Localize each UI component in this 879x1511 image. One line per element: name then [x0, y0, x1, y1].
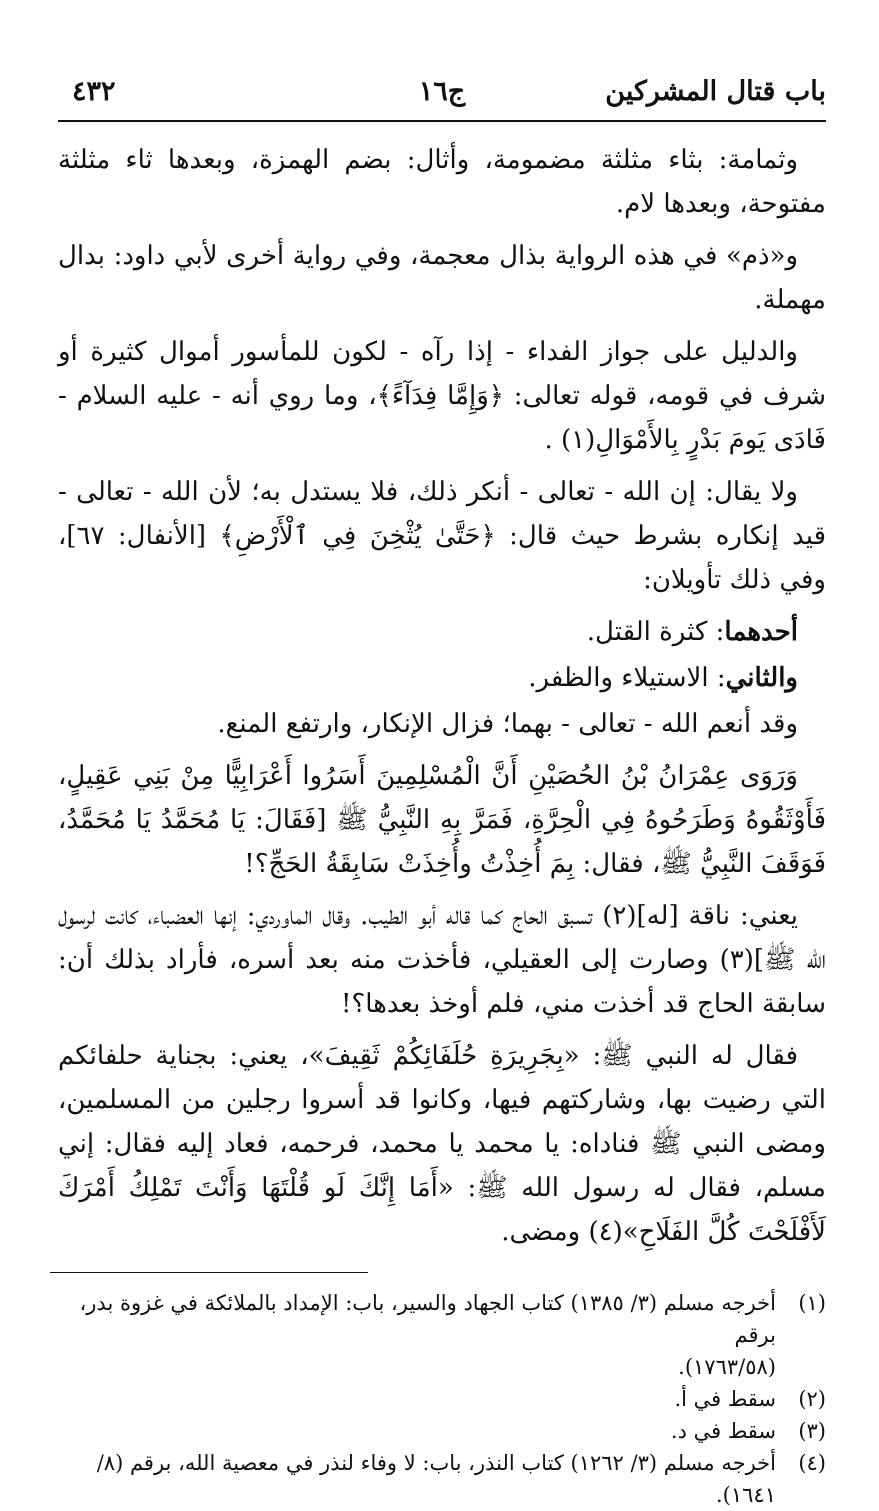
footnote-separator [50, 1272, 368, 1273]
footnote [58, 1415, 826, 1447]
volume-label: ج١٦ [418, 76, 466, 107]
footnote-number: (٣) [798, 1419, 826, 1443]
header-divider [58, 120, 826, 122]
chapter-title: باب قتال المشركين [605, 76, 826, 107]
footnote-text: أخرجه مسلم (٣/ ١٣٨٥) كتاب الجهاد والسير، باب: الإمداد بالملائكة في غزوة بدر، برقم [79, 1291, 776, 1347]
paragraph: و«ذم» في هذه الرواية بذال معجمة، وفي رواية أخرى لأبي داود: بدال مهملة. [58, 241, 826, 315]
paragraph: فقال له النبي ﷺ: «بِجَرِيرَةِ حُلَفَائِكُمْ ثَقِيفَ»، يعني: بجناية حلفائكم التي رضيت بها، وشاركتهم فيها، وكانوا قد أسروا رجلين من المسلمين، ومضى النبي ﷺ فناداه: يا محمد يا محمد، فرحمه، فعاد إليه فقال: إني مسلم، فقال له رسول الله ﷺ: «أَمَا إِنَّكَ لَو قُلْتَهَا وَأَنْتَ تَمْلِكُ أَمْرَكَ لَأَفْلَحْتَ كُلَّ الفَلَاحِ»(٤) ومضى. [58, 1041, 826, 1247]
footnote-number: (١) [798, 1291, 826, 1315]
footnote [58, 1447, 826, 1511]
footnote-number: (٢) [798, 1387, 826, 1411]
interpretation-text: : الاستيلاء والظفر. [528, 663, 726, 693]
hadith-paragraph: وَرَوَى عِمْرَانُ بْنُ الحُصَيْنِ أَنَّ الْمُسْلِمِينَ أَسَرُوا أَعْرَابِيًّا مِنْ بَنِي عَقِيلٍ، فَأَوْثَقُوهُ وَطَرَحُوهُ فِي الْحِرَّةِ، فَمَرَّ بِهِ النَّبِيُّ ﷺ [فَقَالَ: يَا مُحَمَّدُ يَا مُحَمَّدُ، فَوَقَفَ النَّبِيُّ ﷺ، فقال: بِمَ أُخِذْتُ وأُخِذَتْ سَابِقَةُ الحَجِّ؟! [58, 761, 826, 879]
main-text [58, 138, 826, 1254]
book-page [58, 58, 826, 1511]
paragraph: يعني: ناقة [له](٢) تسبق الحاج كما قاله أبو الطيب. وقال الماوردي: إنها العضباء، كانت لرسول الله ﷺ](٣) وصارت إلى العقيلي، فأخذت منه بعد أسره، فأراد بذلك أن: سابقة الحاج قد أخذت مني، فلم أوخذ بعدها؟! [58, 901, 827, 1019]
footnote-text: أخرجه مسلم (٣/ ١٢٦٢) كتاب النذر، باب: لا وفاء لنذر في معصية الله، برقم (٨/ ١٦٤١). [96, 1451, 776, 1507]
footnote [58, 1287, 826, 1351]
running-header [58, 58, 826, 118]
interpretation-label: أحدهما [724, 617, 798, 647]
interpretation-text: : كثرة القتل. [586, 617, 725, 647]
paragraph [58, 610, 826, 654]
footnotes [58, 1287, 826, 1511]
page-number: ٤٣٢ [72, 76, 116, 107]
paragraph [58, 656, 826, 700]
paragraph: وقد أنعم الله - تعالى - بهما؛ فزال الإنكار، وارتفع المنع. [217, 709, 798, 739]
footnote-text: سقط في د. [670, 1419, 776, 1443]
paragraph: وثمامة: بثاء مثلثة مضمومة، وأثال: بضم الهمزة، وبعدها ثاء مثلثة مفتوحة، وبعدها لام. [58, 145, 826, 219]
interpretation-label: والثاني [725, 663, 798, 693]
paragraph: ولا يقال: إن الله - تعالى - أنكر ذلك، فلا يستدل به؛ لأن الله - تعالى - قيد إنكاره بشرط حيث قال: ﴿حَتَّىٰ يُثْخِنَ فِي ٱلْأَرْضِ﴾ [الأنفال: ٦٧]، وفي ذلك تأويلان: [58, 477, 826, 595]
footnote [58, 1383, 826, 1415]
footnote-continuation: (١٧٦٣/٥٨). [678, 1355, 776, 1379]
paragraph: والدليل على جواز الفداء - إذا رآه - لكون للمأسور أموال كثيرة أو شرف في قومه، قوله تعالى: ﴿وَإِمَّا فِدَآءً﴾، وما روي أنه - عليه السلام - فَادَى يَومَ بَدْرٍ بِالأَمْوَالِ(١) . [58, 337, 826, 455]
footnote-number: (٤) [798, 1451, 826, 1475]
footnote-text: سقط في أ. [674, 1387, 776, 1411]
